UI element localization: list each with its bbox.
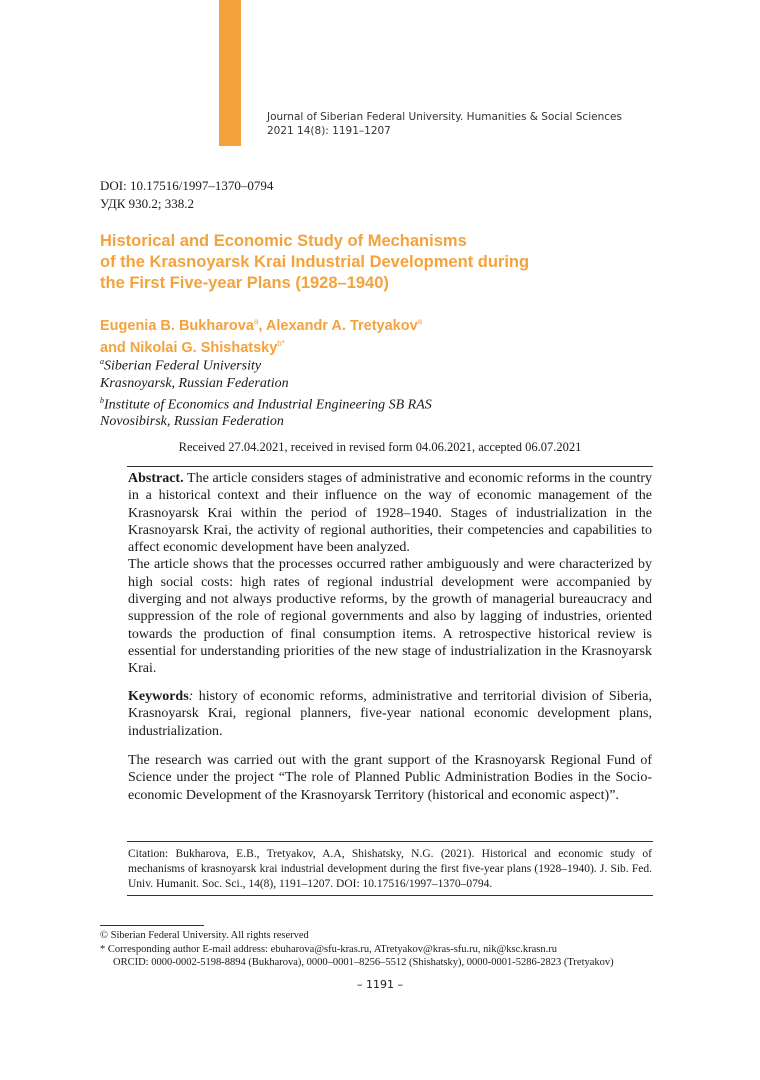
page-number: – 1191 – (357, 978, 403, 991)
divider (127, 895, 653, 896)
grant-note: The research was carried out with the grant support of the Krasnoyarsk Regional Fund of Science under the project “The role of Planned Public Administration Bodies in the Socio-economic Development of the Krasnoyarsk Territory (historical and economic aspect)”. (128, 753, 652, 803)
journal-issue: 2021 14(8): 1191–1207 (267, 125, 391, 137)
affiliations: $^a$Siberian Federal University Krasnoyarsk, Russian Federation $^b$Institute of Economics and Industrial Engineering SB RAS Novosibirsk, Russian Federation (100, 357, 432, 430)
citation: Citation: Bukharova, E.B., Tretyakov, A.A, Shishatsky, N.G. (2021). Historical and economic study of mechanisms of krasnoyarsk krai industrial development during the first five-year plans (1928–1940). J. Sib. Fed. Univ. Humanit. Soc. Sci., 14(8), 1191–1207. DOI: 10.17516/1997–1370–0794. (128, 848, 652, 890)
author-tretyakov: Alexandr A. Tretyakov (265, 317, 418, 334)
journal-name: Journal of Siberian Federal University. Humanities & Social Sciences (267, 111, 622, 123)
journal-header (267, 110, 622, 138)
affiliation-ieie: Institute of Economics and Industrial Engineering SB RAS (104, 397, 432, 413)
article-title: Historical and Economic Study of Mechanisms of the Krasnoyarsk Krai Industrial Development during the First Five-year Plans (1928–1940) (100, 232, 530, 292)
udk: УДК 930.2; 338.2 (100, 196, 195, 211)
divider (127, 466, 653, 467)
copyright: © Siberian Federal University. All rights reserved (100, 930, 309, 941)
divider (127, 841, 653, 842)
authors: Eugenia B. Bukharova$^a$, Alexandr A. Tretyakov$^a$ and Nikolai G. Shishatsky$^{b*}$ (100, 317, 423, 356)
received-dates: Received 27.04.2021, received in revised form 04.06.2021, accepted 06.07.2021 (178, 440, 582, 454)
affiliation-sfu: Siberian Federal University (104, 358, 262, 374)
author-shishatsky: Nikolai G. Shishatsky (129, 339, 278, 356)
abstract: Abstract. The article considers stages of administrative and economic reforms in the country in a historical context and their influence on the way of economic management of the Krasnoyarsk Krai within the period of 1928–1940. Stages of industrialization in the Krasnoyarsk Krai, the activity of regional authorities, their competencies and capabilities to affect economic development have been analyzed. The article shows that the processes occurred rather ambiguously and were characterized by high social costs: high rates of regional industrial development were accompanied by diverging and not always productive reforms, by the growth of managerial bureaucracy and suppression of the role of regional governments and also by lagging of industries, oriented towards the production of final consumption items. A retrospective historical review is essential for understanding priorities of the new stage of industrialization in the Krasnoyarsk Krai. (128, 471, 652, 677)
corresponding-author: * Corresponding author E-mail address: ebuharova@sfu-kras.ru, ATretyakov@kras-sfu.ru, nik@ksc.krasn.ru (100, 943, 557, 955)
journal-accent-bar (219, 0, 241, 146)
author-bukharova: Eugenia B. Bukharova (100, 317, 254, 334)
identifiers (100, 177, 273, 213)
keywords-label: Keywords (128, 689, 189, 704)
footnotes (100, 929, 614, 970)
orcid: ORCID: 0000-0002-5198-8894 (Bukharova), 0000–0001–8256–5512 (Shishatsky), 0000-0001-5286-2823 (Tretyakov) (113, 957, 614, 968)
keywords: Keywords: history of economic reforms, administrative and territorial division of Siberia, Krasnoyarsk Krai, regional planners, five-year national economic development plans, industrialization. (128, 689, 652, 739)
abstract-label: Abstract. (128, 471, 184, 486)
doi: DOI: 10.17516/1997–1370–0794 (100, 178, 274, 193)
footnote-rule (100, 925, 204, 926)
